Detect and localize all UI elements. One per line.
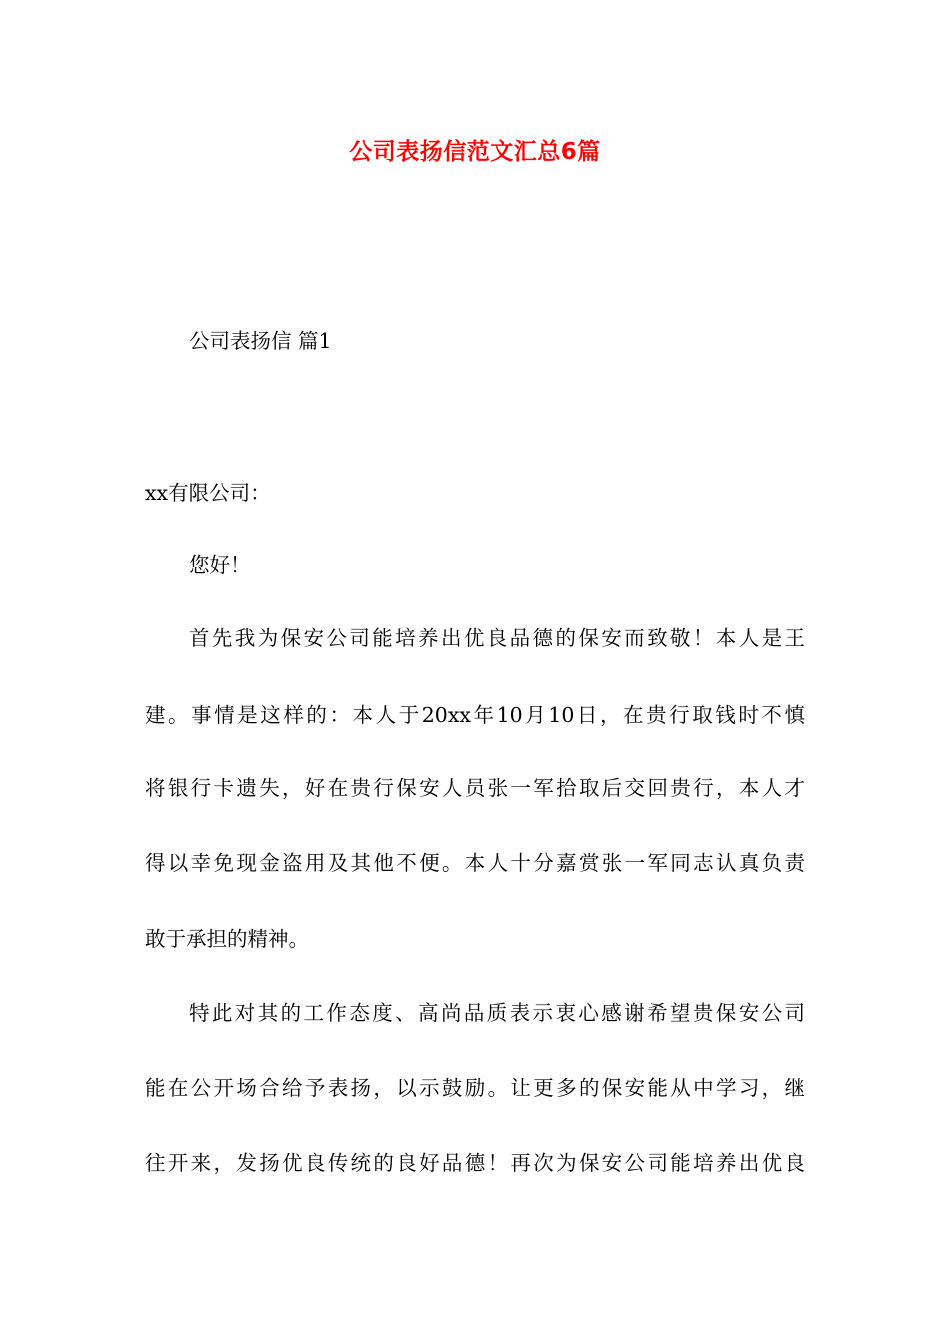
paragraph-1-line-1: 首先我为保安公司能培养出优良品德的保安而致敬！本人是王 [189,626,805,650]
paragraph-1-line-5: 敢于承担的精神。 [145,927,309,951]
document-title: 公司表扬信范文汇总6篇 [349,139,601,165]
paragraph-1-line-2: 建。事情是这样的：本人于20xx年10月10日，在贵行取钱时不慎 [145,703,805,727]
greeting: 您好！ [189,553,251,577]
salutation: xx有限公司： [145,481,271,505]
paragraph-1-line-3: 将银行卡遗失，好在贵行保安人员张一军拾取后交回贵行，本人才 [145,776,805,800]
section-heading: 公司表扬信 篇1 [189,329,332,353]
paragraph-2-line-3: 往开来，发扬优良传统的良好品德！再次为保安公司能培养出优良 [145,1151,805,1175]
paragraph-2-line-2: 能在公开场合给予表扬，以示鼓励。让更多的保安能从中学习，继 [145,1076,805,1100]
paragraph-1-line-4: 得以幸免现金盗用及其他不便。本人十分嘉赏张一军同志认真负责 [145,851,805,875]
paragraph-2-line-1: 特此对其的工作态度、高尚品质表示衷心感谢希望贵保安公司 [189,1001,805,1025]
